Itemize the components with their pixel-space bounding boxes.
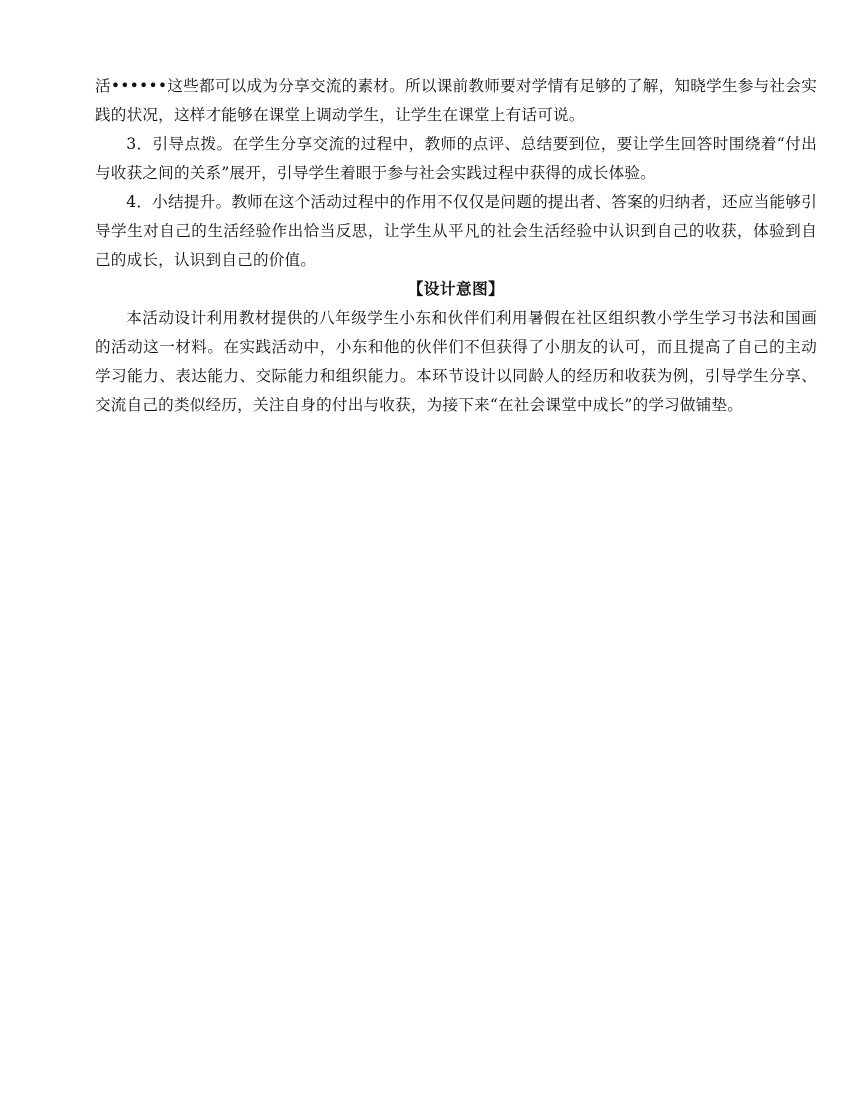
paragraph-point-4: 4．小结提升。教师在这个活动过程中的作用不仅仅是问题的提出者、答案的归纳者，还应当能够引导学生对自己的生活经验作出恰当反思，让学生从平凡的社会生活经验中认识到自己的收获，体验到自己的成长，认识到自己的价值。 [95, 193, 817, 269]
paragraph-continuation: 活••••••这些都可以成为分享交流的素材。所以课前教师要对学情有足够的了解，知晓学生参与社会实践的状况，这样才能够在课堂上调动学生，让学生在课堂上有话可说。 [95, 77, 817, 124]
document-page [95, 72, 817, 420]
paragraph-design-intent: 本活动设计利用教材提供的八年级学生小东和伙伴们利用暑假在社区组织教小学生学习书法和国画的活动这一材料。在实践活动中，小东和他的伙伴们不但获得了小朋友的认可，而且提高了自己的主动学习能力、表达能力、交际能力和组织能力。本环节设计以同龄人的经历和收获为例，引导学生分享、交流自己的类似经历，关注自身的付出与收获，为接下来“在社会课堂中成长”的学习做铺垫。 [95, 309, 817, 414]
section-heading: 【设计意图】 [407, 280, 505, 298]
paragraph-point-3: 3．引导点拨。在学生分享交流的过程中，教师的点评、总结要到位，要让学生回答时围绕着“付出与收获之间的关系”展开，引导学生着眼于参与社会实践过程中获得的成长体验。 [95, 135, 817, 182]
